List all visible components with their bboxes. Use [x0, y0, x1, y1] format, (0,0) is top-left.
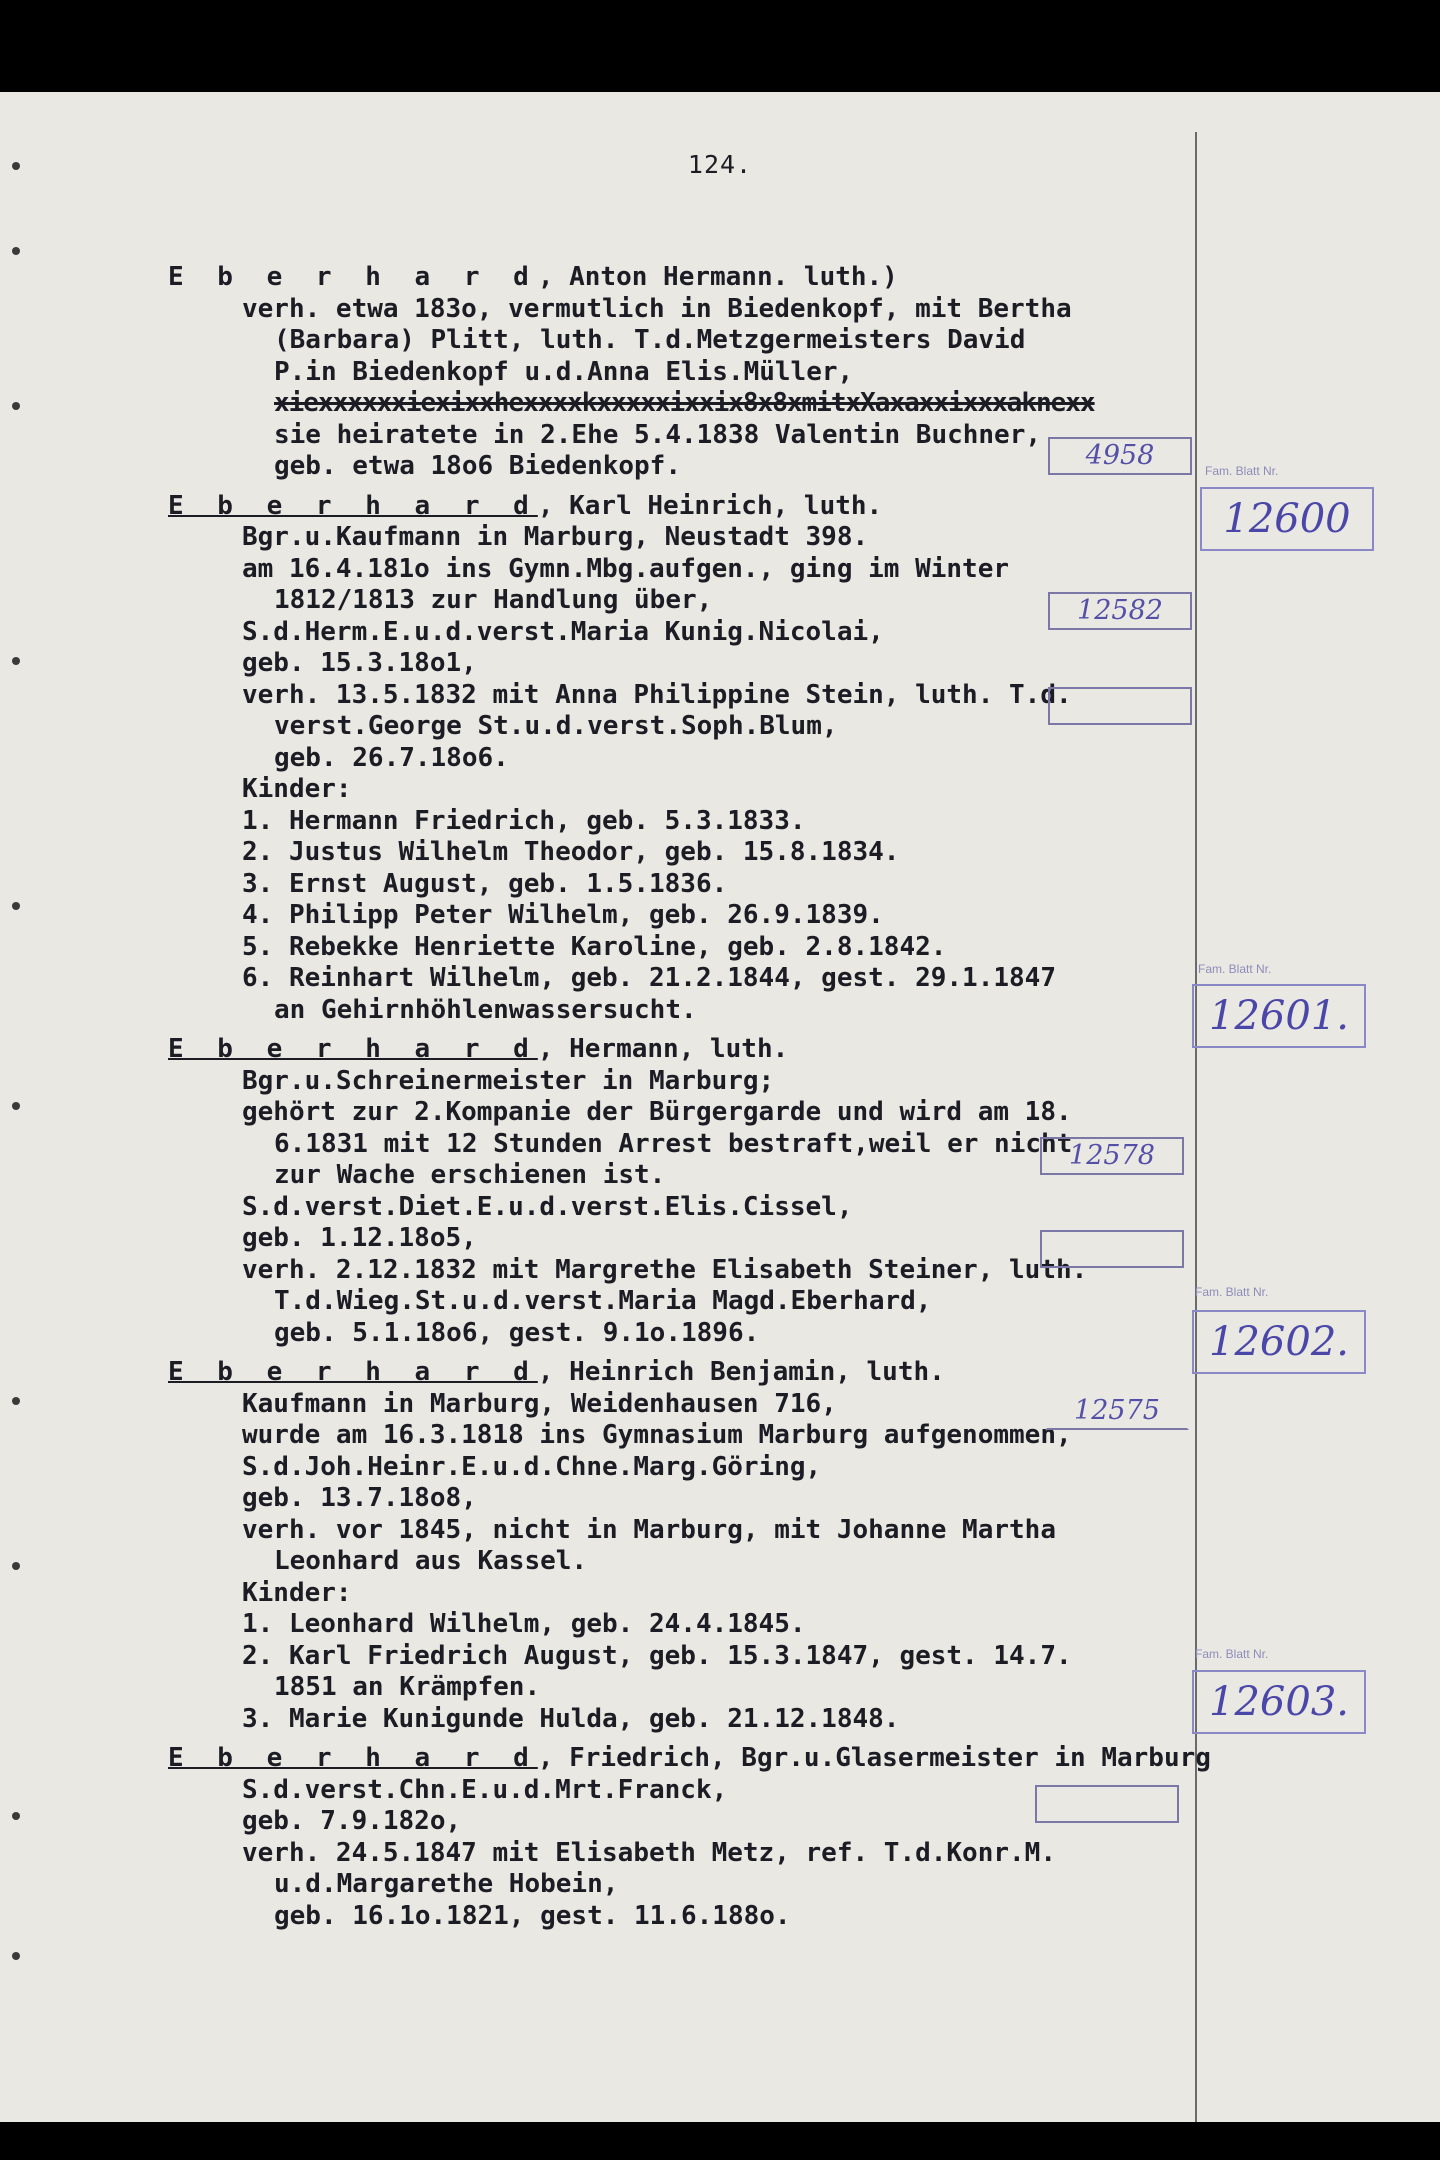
punch-hole [12, 1812, 20, 1820]
entry-line: 5. Rebekke Henriette Karoline, geb. 2.8.1842. [242, 931, 947, 962]
entry-line: 3. Marie Kunigunde Hulda, geb. 21.12.1848. [242, 1703, 900, 1734]
empty-number-box [1040, 1230, 1184, 1268]
entry-line: 1851 an Krämpfen. [274, 1672, 541, 1702]
punch-hole [12, 902, 20, 910]
entry-line: (Barbara) Plitt, luth. T.d.Metzgermeisters David [274, 325, 1026, 355]
entry-line: S.d.verst.Diet.E.u.d.verst.Elis.Cissel, [242, 1191, 853, 1222]
entry-heading [168, 1357, 1208, 1389]
entry-line: verst.George St.u.d.verst.Soph.Blum, [274, 711, 838, 741]
record-number-box: 12575 [1045, 1392, 1189, 1430]
entry-line: S.d.Herm.E.u.d.verst.Maria Kunig.Nicolai, [242, 616, 884, 647]
entry-line: wurde am 16.3.1818 ins Gymnasium Marburg aufgenommen, [242, 1420, 1072, 1450]
record-number-box: 12578 [1040, 1137, 1184, 1175]
entry-surname: E b e r h a r d [168, 1357, 538, 1387]
entry-line: am 16.4.181o ins Gymn.Mbg.aufgen., ging im Winter [242, 553, 1010, 584]
entry-line: 3. Ernst August, geb. 1.5.1836. [242, 868, 728, 899]
entry-surname: E b e r h a r d [168, 1743, 538, 1773]
fam-blatt-number-box: 12603. [1192, 1670, 1366, 1734]
entry-given-names: , Friedrich, Bgr.u.Glasermeister in Marburg [537, 1743, 1211, 1773]
entry-line: Bgr.u.Kaufmann in Marburg, Neustadt 398. [242, 522, 869, 552]
entry-given-names: , Heinrich Benjamin, luth. [537, 1357, 945, 1387]
entry-line: Kaufmann in Marburg, Weidenhausen 716, [242, 1388, 837, 1419]
entry-line: Kinder: [242, 1577, 352, 1608]
entry-heading [168, 262, 1208, 294]
document-page [0, 92, 1440, 2122]
fam-blatt-label: Fam. Blatt Nr. [1195, 1285, 1269, 1299]
entry-line: 6.1831 mit 12 Stunden Arrest bestraft,weil er nicht [274, 1128, 1073, 1159]
entry-line: an Gehirnhöhlenwassersucht. [274, 994, 697, 1025]
entry-line: T.d.Wieg.St.u.d.verst.Maria Magd.Eberhard, [274, 1286, 932, 1316]
entry-hermann [168, 1034, 1208, 1349]
entry-line: geb. 16.1o.1821, gest. 11.6.188o. [274, 1900, 791, 1931]
entry-surname: E b e r h a r d [168, 1034, 538, 1064]
entry-line: u.d.Margarethe Hobein, [274, 1869, 619, 1899]
punch-hole [12, 657, 20, 665]
fam-blatt-label: Fam. Blatt Nr. [1195, 1647, 1269, 1661]
entry-line: geb. 5.1.18o6, gest. 9.1o.1896. [274, 1317, 760, 1348]
punch-hole [12, 1102, 20, 1110]
entry-heading [168, 491, 1208, 523]
fam-blatt-label: Fam. Blatt Nr. [1205, 464, 1279, 478]
fam-blatt-label: Fam. Blatt Nr. [1198, 962, 1272, 976]
struck-out-line: xiexxxxxxiexixxhexxxxkxxxxxixxix8x8xmitxXaxaxxixxxaknexx [274, 388, 1095, 418]
punch-hole [12, 247, 20, 255]
entry-line: 1. Leonhard Wilhelm, geb. 24.4.1845. [242, 1609, 806, 1639]
entry-line: verh. 13.5.1832 mit Anna Philippine Stein, luth. T.d. [242, 679, 1072, 710]
entry-surname: E b e r h a r d [168, 490, 538, 521]
entry-line: zur Wache erschienen ist. [274, 1160, 666, 1190]
entry-line: geb. 1.12.18o5, [242, 1223, 477, 1253]
entry-line: geb. 15.3.18o1, [242, 648, 477, 678]
entry-line: verh. vor 1845, nicht in Marburg, mit Johanne Martha [242, 1514, 1056, 1545]
entry-line: sie heiratete in 2.Ehe 5.4.1838 Valentin Buchner, [274, 419, 1042, 450]
page-number: 124. [687, 150, 753, 179]
punch-hole [12, 1562, 20, 1570]
entry-line: geb. 7.9.182o, [242, 1806, 462, 1836]
entry-line: verh. etwa 183o, vermutlich in Biedenkopf, mit Bertha [242, 293, 1072, 324]
entry-given-names: , Anton Hermann. luth.) [537, 262, 898, 292]
entry-friedrich [168, 1743, 1211, 1932]
punch-hole [12, 1952, 20, 1960]
entry-heading [168, 1034, 1208, 1066]
entry-line: 2. Justus Wilhelm Theodor, geb. 15.8.1834. [242, 837, 900, 867]
entries-list [168, 262, 1211, 1940]
entry-line: 1812/1813 zur Handlung über, [274, 585, 713, 615]
fam-blatt-number-box: 12601. [1192, 984, 1366, 1048]
entry-surname: E b e r h a r d [168, 262, 538, 292]
punch-hole [12, 1397, 20, 1405]
entry-line: Bgr.u.Schreinermeister in Marburg; [242, 1065, 775, 1096]
entry-given-names: , Hermann, luth. [537, 1034, 789, 1064]
entry-line: S.d.Joh.Heinr.E.u.d.Chne.Marg.Göring, [242, 1451, 822, 1482]
fam-blatt-number-box: 12602. [1192, 1310, 1366, 1374]
entry-line: 2. Karl Friedrich August, geb. 15.3.1847, gest. 14.7. [242, 1640, 1072, 1671]
entry-karl-heinrich [168, 491, 1208, 1027]
entry-line: P.in Biedenkopf u.d.Anna Elis.Müller, [274, 356, 854, 387]
empty-number-box [1048, 687, 1192, 725]
entry-line: geb. etwa 18o6 Biedenkopf. [274, 451, 681, 481]
entry-line: Leonhard aus Kassel. [274, 1546, 588, 1576]
entry-line: geb. 13.7.18o8, [242, 1483, 477, 1513]
entry-line: verh. 2.12.1832 mit Margrethe Elisabeth Steiner, luth. [242, 1254, 1088, 1285]
entry-line: verh. 24.5.1847 mit Elisabeth Metz, ref. T.d.Konr.M. [242, 1837, 1056, 1868]
entry-line: 6. Reinhart Wilhelm, geb. 21.2.1844, gest. 29.1.1847 [242, 963, 1056, 993]
entry-given-names: , Karl Heinrich, luth. [537, 490, 883, 521]
fam-blatt-number-box: 12600 [1200, 487, 1374, 551]
entry-line: 1. Hermann Friedrich, geb. 5.3.1833. [242, 805, 806, 836]
entry-line: Kinder: [242, 774, 352, 804]
entry-heading [168, 1743, 1211, 1775]
entry-line: geb. 26.7.18o6. [274, 742, 509, 773]
punch-hole [12, 402, 20, 410]
entry-line: 4. Philipp Peter Wilhelm, geb. 26.9.1839. [242, 900, 884, 930]
record-number-box: 4958 [1048, 437, 1192, 475]
entry-line: S.d.verst.Chn.E.u.d.Mrt.Franck, [242, 1774, 728, 1805]
empty-number-box [1035, 1785, 1179, 1823]
record-number-box: 12582 [1048, 592, 1192, 630]
entry-line: gehört zur 2.Kompanie der Bürgergarde und wird am 18. [242, 1097, 1072, 1127]
